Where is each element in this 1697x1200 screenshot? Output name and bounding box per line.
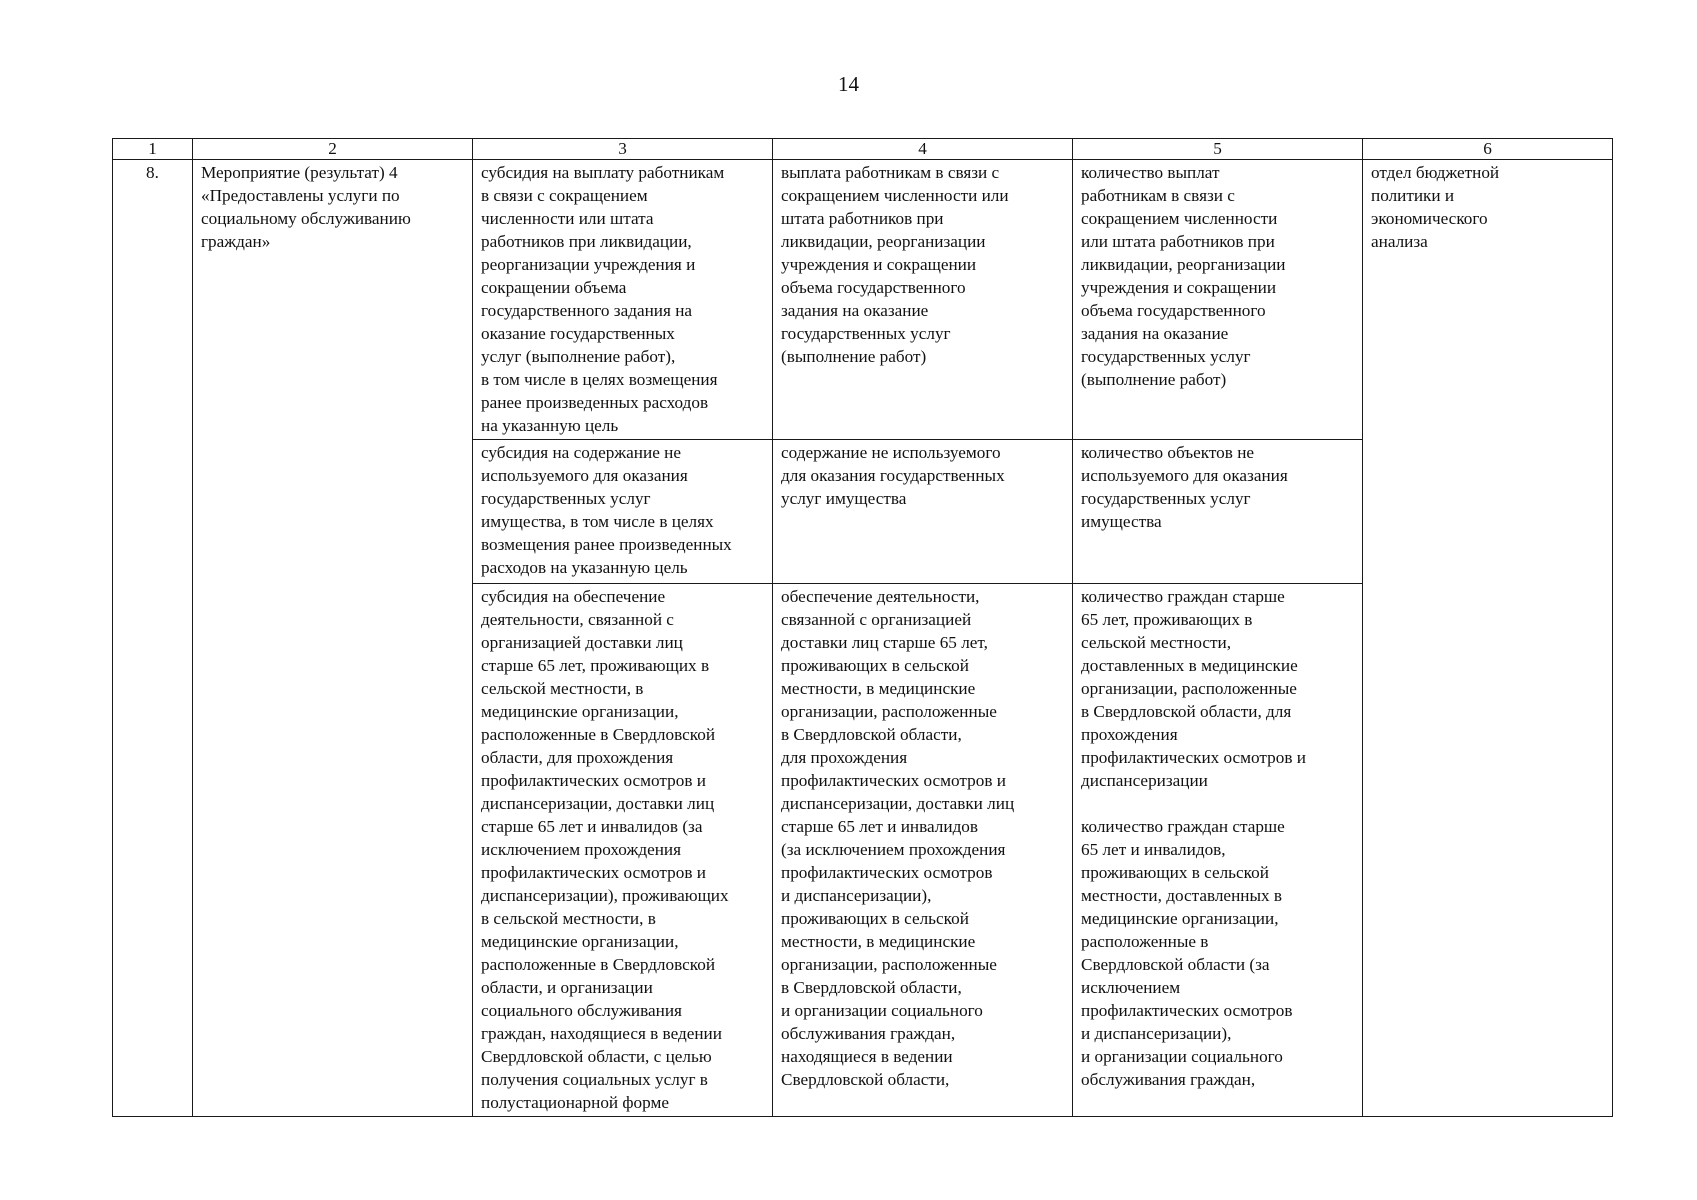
indicator-cell-1: количество выплат работникам в связи с сокращением численности или штата работников при ликвидации, реорганизации учреждения и сокращении объема государственного задания на оказание государственных услуг (выполнение работ) <box>1073 160 1363 440</box>
indicator-cell-2: количество объектов не используемого для оказания государственных услуг имущества <box>1073 440 1363 584</box>
table-header-row <box>113 139 1613 160</box>
subsidy-cell-1: субсидия на выплату работникам в связи с сокращением численности или штата работников при ликвидации, реорганизации учреждения и сокращении объема государственного задания на оказание государственных услуг (выполнение работ), в том числе в целях возмещения ранее произведенных расходов на указанную цель <box>473 160 773 440</box>
column-header-6: 6 <box>1363 139 1613 160</box>
column-header-4: 4 <box>773 139 1073 160</box>
page-number: 14 <box>838 72 859 96</box>
column-header-1: 1 <box>113 139 193 160</box>
column-header-2: 2 <box>193 139 473 160</box>
table-row <box>113 160 1613 440</box>
row-number: 8. <box>113 160 193 1117</box>
event-name-cell: Мероприятие (результат) 4 «Предоставлены услуги по социальному обслуживанию граждан» <box>193 160 473 1117</box>
subsidy-cell-3: субсидия на обеспечение деятельности, связанной с организацией доставки лиц старше 65 лет, проживающих в сельской местности, в медицинские организации, расположенные в Свердловской области, для прохождения профилактических осмотров и диспансеризации, доставки лиц старше 65 лет и инвалидов (за исключением прохождения профилактических осмотров и диспансеризации), проживающих в сельской местности, в медицинские организации, расположенные в Свердловской области, и организации социального обслуживания граждан, находящиеся в ведении Свердловской области, с целью получения социальных услуг в полустационарной форме <box>473 584 773 1117</box>
purpose-cell-1: выплата работникам в связи с сокращением численности или штата работников при ликвидации, реорганизации учреждения и сокращении объема государственного задания на оказание государственных услуг (выполнение работ) <box>773 160 1073 440</box>
purpose-cell-2: содержание не используемого для оказания государственных услуг имущества <box>773 440 1073 584</box>
document-table <box>112 138 1613 1117</box>
subsidy-cell-2: субсидия на содержание не используемого для оказания государственных услуг имущества, в том числе в целях возмещения ранее произведенных расходов на указанную цель <box>473 440 773 584</box>
column-header-5: 5 <box>1073 139 1363 160</box>
column-header-3: 3 <box>473 139 773 160</box>
indicator-cell-3: количество граждан старше 65 лет, проживающих в сельской местности, доставленных в медицинские организации, расположенные в Свердловской области, для прохождения профилактических осмотров и диспансеризации количество граждан старше 65 лет и инвалидов, проживающих в сельской местности, доставленных в медицинские организации, расположенные в Свердловской области (за исключением профилактических осмотров и диспансеризации), и организации социального обслуживания граждан, <box>1073 584 1363 1117</box>
purpose-cell-3: обеспечение деятельности, связанной с организацией доставки лиц старше 65 лет, проживающих в сельской местности, в медицинские организации, расположенные в Свердловской области, для прохождения профилактических осмотров и диспансеризации, доставки лиц старше 65 лет и инвалидов (за исключением прохождения профилактических осмотров и диспансеризации), проживающих в сельской местности, в медицинские организации, расположенные в Свердловской области, и организации социального обслуживания граждан, находящиеся в ведении Свердловской области, <box>773 584 1073 1117</box>
responsible-cell: отдел бюджетной политики и экономического анализа <box>1363 160 1613 1117</box>
